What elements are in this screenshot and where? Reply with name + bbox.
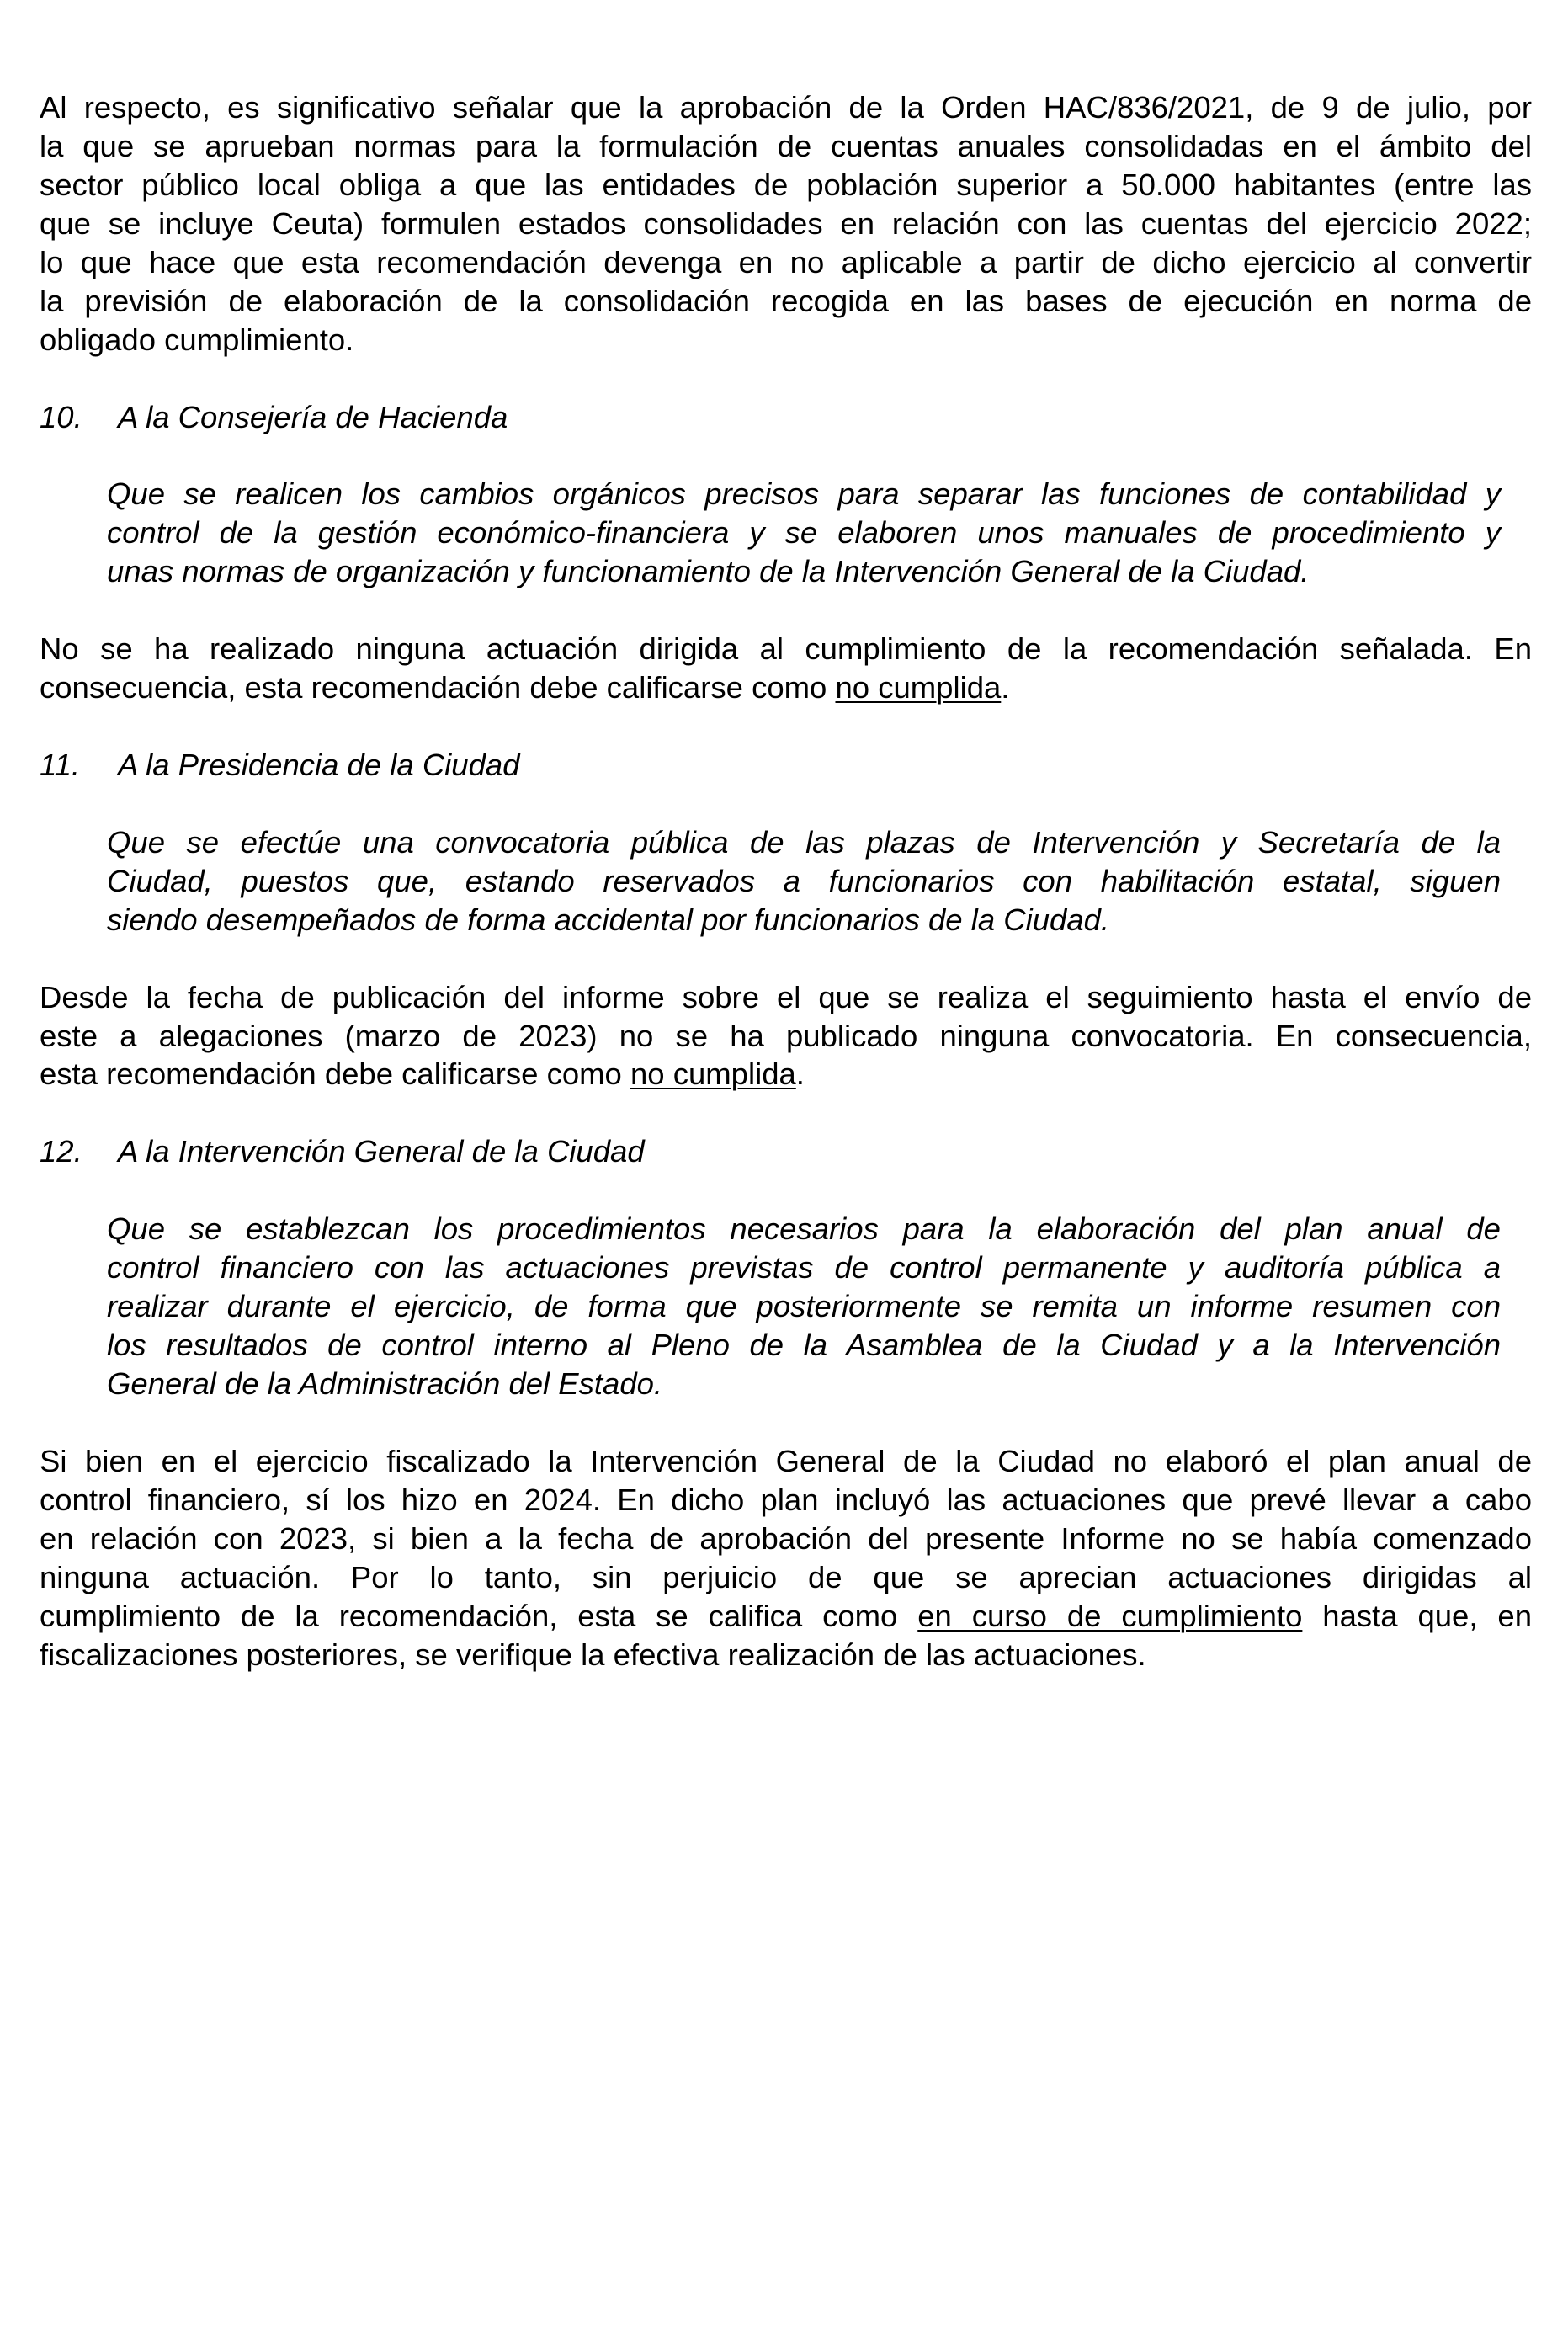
text-line: siendo desempeñados de forma accidental por funcionarios de la Ciudad. — [107, 902, 1110, 937]
text-line — [40, 1597, 1532, 1636]
section-number: 11. — [40, 747, 81, 782]
text-line: Si bien en el ejercicio fiscalizado la Intervención General de la Ciudad no elaboró el plan anual de — [40, 1443, 1532, 1478]
section-title: A la Consejería de Hacienda — [118, 399, 508, 434]
paragraph — [40, 88, 1532, 359]
text-segment: . — [1001, 670, 1010, 705]
section-number: 10. — [40, 399, 82, 434]
paragraph — [40, 1442, 1532, 1674]
text-segment: . — [795, 1057, 805, 1092]
section-heading — [40, 746, 1532, 785]
text-line: Desde la fecha de publicación del informe sobre el que se realiza el seguimiento hasta el envío de — [40, 979, 1532, 1014]
text-line: realizar durante el ejercicio, de forma que posteriormente se remita un informe resumen con — [107, 1289, 1501, 1324]
text-line: los resultados de control interno al Pleno de la Asamblea de la Ciudad y a la Intervención — [107, 1328, 1501, 1363]
document-body — [40, 88, 1532, 1712]
section-heading — [40, 1132, 1532, 1171]
text-line: Que se realicen los cambios orgánicos precisos para separar las funciones de contabilidad y — [107, 476, 1501, 512]
recommendation-quote — [107, 823, 1501, 940]
text-segment: cumplimiento de la recomendación, esta se califica como — [40, 1598, 918, 1633]
text-line: sector público local obliga a que las entidades de población superior a 50.000 habitantes (entre las — [40, 167, 1532, 202]
paragraph — [40, 978, 1532, 1094]
section-title: A la Intervención General de la Ciudad — [118, 1134, 645, 1169]
text-line — [40, 1055, 1532, 1094]
text-line: General de la Administración del Estado. — [107, 1365, 663, 1401]
text-line: control financiero con las actuaciones previstas de control permanente y auditoría pública a — [107, 1250, 1501, 1286]
status-underlined: en curso de cumplimiento — [917, 1598, 1303, 1633]
text-line: Ciudad, puestos que, estando reservados a funcionarios con habilitación estatal, siguen — [107, 863, 1501, 898]
text-line: Al respecto, es significativo señalar que la aprobación de la Orden HAC/836/2021, de 9 de julio, por — [40, 90, 1532, 125]
text-segment: esta recomendación debe calificarse como — [40, 1057, 630, 1092]
section-title: A la Presidencia de la Ciudad — [118, 747, 520, 782]
status-underlined: no cumplida — [630, 1057, 796, 1092]
recommendation-quote — [107, 475, 1501, 591]
recommendation-quote — [107, 1210, 1501, 1403]
text-line: obligado cumplimiento. — [40, 322, 354, 357]
text-line — [40, 668, 1532, 707]
text-line: fiscalizaciones posteriores, se verifique la efectiva realización de las actuaciones. — [40, 1637, 1146, 1672]
section-heading — [40, 398, 1532, 437]
text-line: ninguna actuación. Por lo tanto, sin perjuicio de que se aprecian actuaciones dirigidas al — [40, 1559, 1532, 1594]
text-segment: hasta que, en — [1302, 1598, 1532, 1633]
status-underlined: no cumplida — [835, 670, 1002, 705]
text-line: unas normas de organización y funcionamiento de la Intervención General de la Ciudad. — [107, 554, 1310, 589]
section-number: 12. — [40, 1134, 82, 1169]
text-line: la que se aprueban normas para la formulación de cuentas anuales consolidadas en el ámbito del — [40, 128, 1532, 163]
text-line: control financiero, sí los hizo en 2024. En dicho plan incluyó las actuaciones que prevé llevar a cabo — [40, 1482, 1532, 1517]
paragraph — [40, 630, 1532, 707]
text-line: Que se efectúe una convocatoria pública de las plazas de Intervención y Secretaría de la — [107, 824, 1501, 860]
text-line: que se incluye Ceuta) formulen estados consolidades en relación con las cuentas del ejercicio 2022; — [40, 205, 1532, 241]
text-line: No se ha realizado ninguna actuación dirigida al cumplimiento de la recomendación señalada. En — [40, 631, 1532, 667]
text-line: la previsión de elaboración de la consolidación recogida en las bases de ejecución en norma de — [40, 283, 1532, 318]
text-line: en relación con 2023, si bien a la fecha de aprobación del presente Informe no se había comenzado — [40, 1520, 1532, 1556]
text-line: lo que hace que esta recomendación devenga en no aplicable a partir de dicho ejercicio al convertir — [40, 244, 1532, 279]
text-line: este a alegaciones (marzo de 2023) no se ha publicado ninguna convocatoria. En consecuencia, — [40, 1018, 1532, 1053]
text-segment: consecuencia, esta recomendación debe calificarse como — [40, 670, 836, 705]
text-line: control de la gestión económico-financiera y se elaboren unos manuales de procedimiento y — [107, 515, 1501, 551]
text-line: Que se establezcan los procedimientos necesarios para la elaboración del plan anual de — [107, 1211, 1501, 1247]
